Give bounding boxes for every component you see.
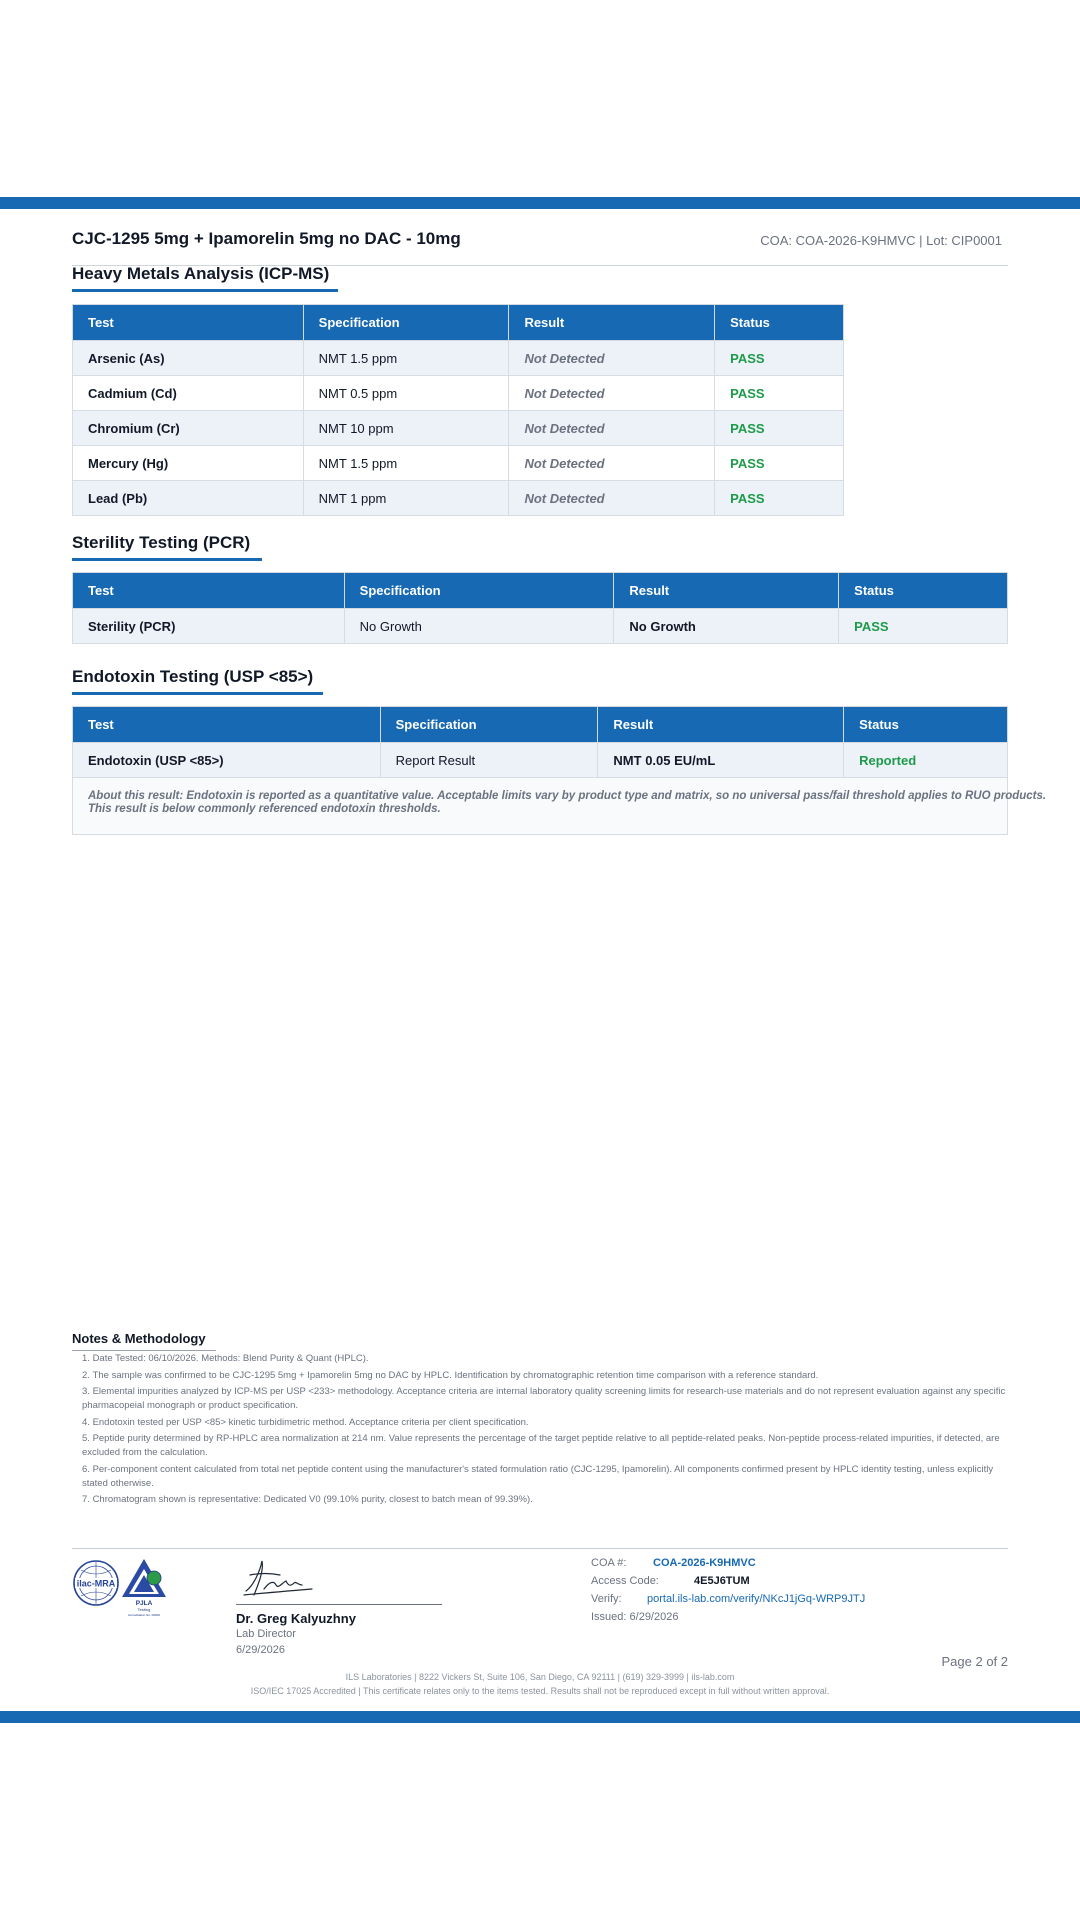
column-header-status: Status	[844, 707, 1008, 743]
verify-link[interactable]: portal.ils-lab.com/verify/NKcJ1jGq-WRP9JTJ	[647, 1593, 866, 1605]
signature-image	[240, 1555, 320, 1601]
spec-cell: NMT 1.5 ppm	[303, 446, 509, 481]
signer-role: Lab Director	[236, 1628, 296, 1640]
status-badge: PASS	[715, 411, 844, 446]
ilac-mra-logo	[74, 1561, 118, 1605]
endotoxin-note	[72, 778, 1047, 835]
coa-lot-meta: COA: COA-2026-K9HMVC | Lot: CIP0001	[760, 233, 1002, 248]
result-cell: No Growth	[614, 609, 839, 644]
coa-number-value: COA-2026-K9HMVC	[653, 1557, 756, 1569]
status-badge: PASS	[715, 376, 844, 411]
heavy-metals-table	[72, 304, 844, 516]
page-number: Page 2 of 2	[941, 1654, 1008, 1669]
signer-name: Dr. Greg Kalyuzhny	[236, 1611, 356, 1626]
test-cell: Arsenic (As)	[73, 341, 304, 376]
table-header-row	[73, 707, 1008, 743]
heavy-metals-underline	[72, 289, 338, 292]
list-item: 5. Peptide purity determined by RP-HPLC area normalization at 214 nm. Value represents the percentage of the target peptide relative to all peptide-related peaks. Non-peptide process-related impurities, if detected, are excluded from the calculation.	[82, 1432, 1018, 1460]
endotoxin-note-text	[88, 790, 1046, 816]
footer-disclaimer: ISO/IEC 17025 Accredited | This certificate relates only to the items tested. Results shall not be reproduced except in full without written approval.	[250, 1686, 830, 1696]
test-cell: Cadmium (Cd)	[73, 376, 304, 411]
column-header-status: Status	[715, 305, 844, 341]
coa-number-label: COA #:	[591, 1557, 627, 1569]
result-cell: Not Detected	[509, 411, 715, 446]
result-cell: NMT 0.05 EU/mL	[598, 743, 844, 778]
notes-title: Notes & Methodology	[72, 1331, 206, 1346]
result-cell: Not Detected	[509, 341, 715, 376]
table-row	[73, 446, 844, 481]
access-code-value: 4E5J6TUM	[694, 1575, 750, 1587]
table-row	[73, 341, 844, 376]
table-header-row	[73, 573, 1008, 609]
spec-cell: NMT 10 ppm	[303, 411, 509, 446]
test-cell: Mercury (Hg)	[73, 446, 304, 481]
column-header-result: Result	[509, 305, 715, 341]
table-header-row	[73, 305, 844, 341]
column-header-result: Result	[614, 573, 839, 609]
table-row	[73, 411, 844, 446]
notes-list	[72, 1352, 1018, 1510]
list-item: 6. Per-component content calculated from total net peptide content using the manufacturer's stated formulation ratio (CJC-1295, Ipamorelin). All components confirmed present by HPLC identity testing, unless explicitly stated otherwise.	[82, 1463, 1018, 1491]
verify-label: Verify:	[591, 1593, 622, 1605]
column-header-specification: Specification	[344, 573, 614, 609]
result-cell: Not Detected	[509, 376, 715, 411]
sterility-table	[72, 572, 1008, 644]
column-header-result: Result	[598, 707, 844, 743]
table-row	[73, 376, 844, 411]
table-row	[73, 481, 844, 516]
footer-divider	[72, 1548, 1008, 1549]
endotoxin-note-line-2: This result is below commonly referenced endotoxin thresholds.	[88, 803, 441, 815]
status-badge: PASS	[839, 609, 1008, 644]
signature-line	[236, 1604, 442, 1605]
endotoxin-table	[72, 706, 1008, 778]
heavy-metals-title: Heavy Metals Analysis (ICP-MS)	[72, 264, 330, 283]
status-badge: Reported	[844, 743, 1008, 778]
list-item: 7. Chromatogram shown is representative: Dedicated V0 (99.10% purity, closest to batch mean of 99.39%).	[82, 1493, 1018, 1507]
document-header	[72, 229, 1008, 266]
spec-cell: No Growth	[344, 609, 614, 644]
accreditation-logos	[72, 1556, 172, 1618]
signature-date: 6/29/2026	[236, 1644, 285, 1656]
list-item: 1. Date Tested: 06/10/2026. Methods: Blend Purity & Quant (HPLC).	[82, 1352, 1018, 1366]
endotoxin-underline	[72, 692, 323, 695]
sterility-title: Sterility Testing (PCR)	[72, 533, 251, 552]
spec-cell: NMT 1.5 ppm	[303, 341, 509, 376]
ilac-mra-logo-text: ilac-MRA	[76, 1578, 116, 1589]
product-title: CJC-1295 5mg + Ipamorelin 5mg no DAC - 10mg	[72, 229, 461, 248]
notes-underline	[72, 1350, 216, 1351]
status-badge: PASS	[715, 446, 844, 481]
result-cell: Not Detected	[509, 481, 715, 516]
list-item: 4. Endotoxin tested per USP <85> kinetic turbidimetric method. Acceptance criteria per client specification.	[82, 1416, 1018, 1430]
table-row	[73, 743, 1008, 778]
test-cell: Endotoxin (USP <85>)	[73, 743, 381, 778]
pjla-logo-cert: Accreditation No. 00000	[127, 1613, 161, 1617]
column-header-test: Test	[73, 573, 345, 609]
result-cell: Not Detected	[509, 446, 715, 481]
column-header-status: Status	[839, 573, 1008, 609]
test-cell: Lead (Pb)	[73, 481, 304, 516]
bottom-accent-bar	[0, 1711, 1080, 1723]
access-code-label: Access Code:	[591, 1575, 659, 1587]
test-cell: Sterility (PCR)	[73, 609, 345, 644]
spec-cell: Report Result	[380, 743, 598, 778]
endotoxin-note-line-1: About this result: Endotoxin is reported as a quantitative value. Acceptable limits vary by product type and matrix, so no universal pass/fail threshold applies to RUO products.	[88, 790, 1047, 802]
endotoxin-title: Endotoxin Testing (USP <85>)	[72, 667, 314, 686]
top-accent-bar	[0, 197, 1080, 209]
list-item: 2. The sample was confirmed to be CJC-1295 5mg + Ipamorelin 5mg no DAC by HPLC. Identification by chromatographic retention time comparison with a reference standard.	[82, 1369, 1018, 1383]
column-header-specification: Specification	[303, 305, 509, 341]
status-badge: PASS	[715, 341, 844, 376]
test-cell: Chromium (Cr)	[73, 411, 304, 446]
pjla-logo-text: PJLA	[135, 1600, 153, 1607]
spec-cell: NMT 1 ppm	[303, 481, 509, 516]
sterility-underline	[72, 558, 262, 561]
column-header-test: Test	[73, 707, 381, 743]
column-header-specification: Specification	[380, 707, 598, 743]
footer-address: ILS Laboratories | 8222 Vickers St, Suite 106, San Diego, CA 92111 | (619) 329-3999 | ils-lab.com	[345, 1672, 735, 1682]
spec-cell: NMT 0.5 ppm	[303, 376, 509, 411]
column-header-test: Test	[73, 305, 304, 341]
pjla-logo-subtext: Testing	[137, 1607, 151, 1612]
table-row	[73, 609, 1008, 644]
issued-date: Issued: 6/29/2026	[591, 1611, 679, 1623]
pjla-logo	[122, 1559, 166, 1617]
status-badge: PASS	[715, 481, 844, 516]
list-item: 3. Elemental impurities analyzed by ICP-MS per USP <233> methodology. Acceptance criteria are internal laboratory quality screening limits for research-use materials and do not represent evaluation against any specific pharmacopeial monograph or product specification.	[82, 1385, 1018, 1413]
